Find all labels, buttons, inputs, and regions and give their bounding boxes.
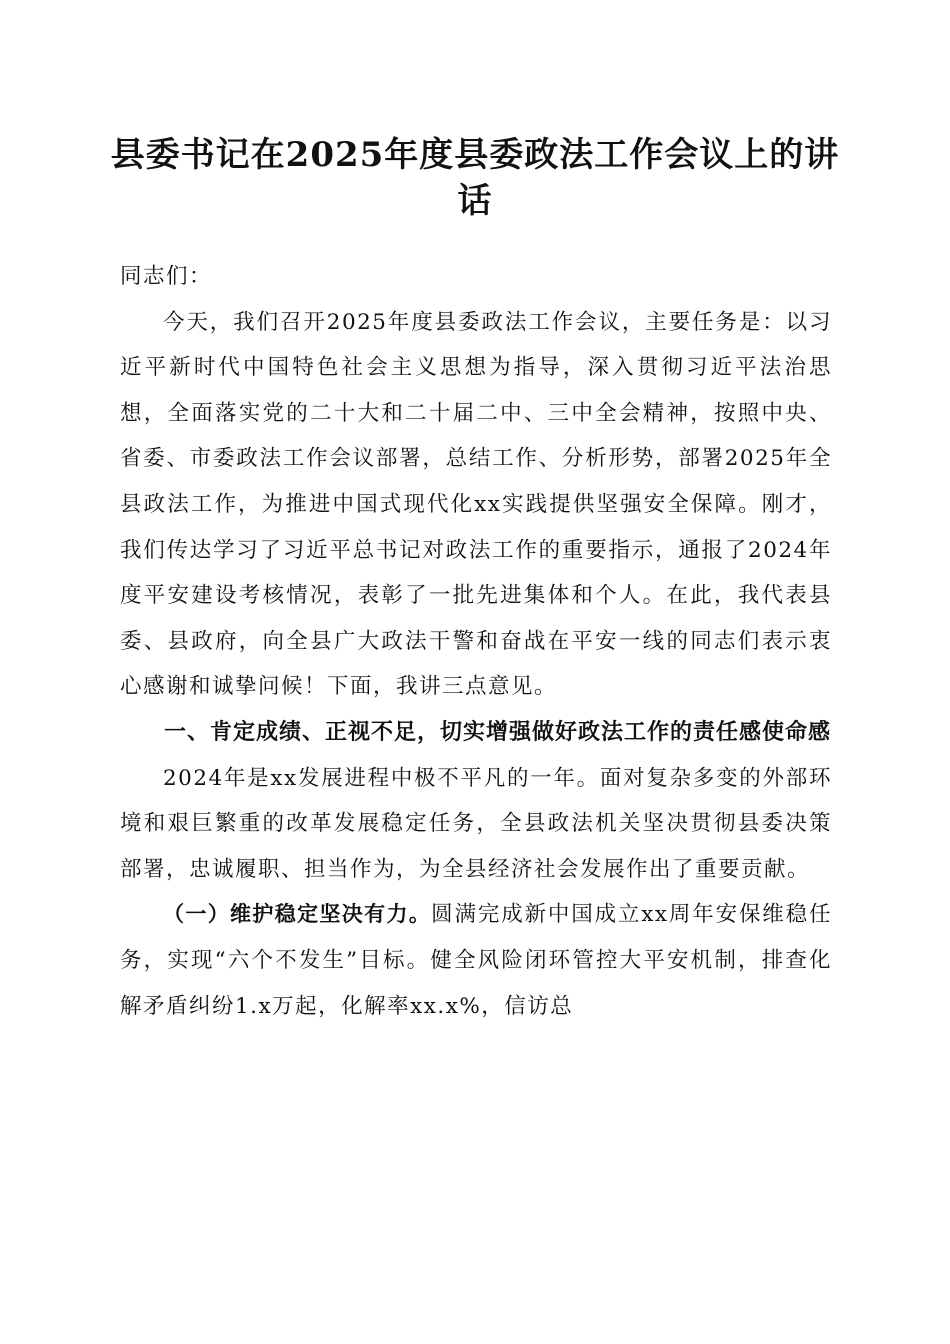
intro-paragraph: 今天，我们召开2025年度县委政法工作会议，主要任务是：以习近平新时代中国特色社会主义思想为指导，深入贯彻习近平法治思想，全面落实党的二十大和二十届二中、三中全会精神，按照中央、省委、市委政法工作会议部署，总结工作、分析形势，部署2025年全县政法工作，为推进中国式现代化xx实践提供坚强安全保障。刚才，我们传达学习了习近平总书记对政法工作的重要指示，通报了2024年度平安建设考核情况，表彰了一批先进集体和个人。在此，我代表县委、县政府，向全县广大政法干警和奋战在平安一线的同志们表示衷心感谢和诚挚问候！下面，我讲三点意见。: [120, 309, 832, 700]
document-title: 县委书记在2025年度县委政法工作会议上的讲话: [110, 135, 840, 221]
section-1-paragraph: 2024年是xx发展进程中极不平凡的一年。面对复杂多变的外部环境和艰巨繁重的改革发展稳定任务，全县政法机关坚决贯彻县委决策部署，忠诚履职、担当作为，为全县经济社会发展作出了重要贡献。: [120, 765, 832, 882]
document-body: [120, 254, 832, 1029]
item-1-heading: （一）维护稳定坚决有力。: [163, 902, 432, 927]
item-1-text: 圆满完成新中国成立xx周年安保维稳任务，实现“六个不发生”目标。健全风险闭环管控大平安机制，排查化解矛盾纠纷1.x万起，化解率xx.x%，信访总: [120, 902, 832, 1019]
salutation: 同志们：: [120, 264, 213, 289]
item-1-paragraph: [120, 892, 832, 1029]
section-heading-1: 一、肯定成绩、正视不足，切实增强做好政法工作的责任感使命感: [164, 719, 832, 745]
